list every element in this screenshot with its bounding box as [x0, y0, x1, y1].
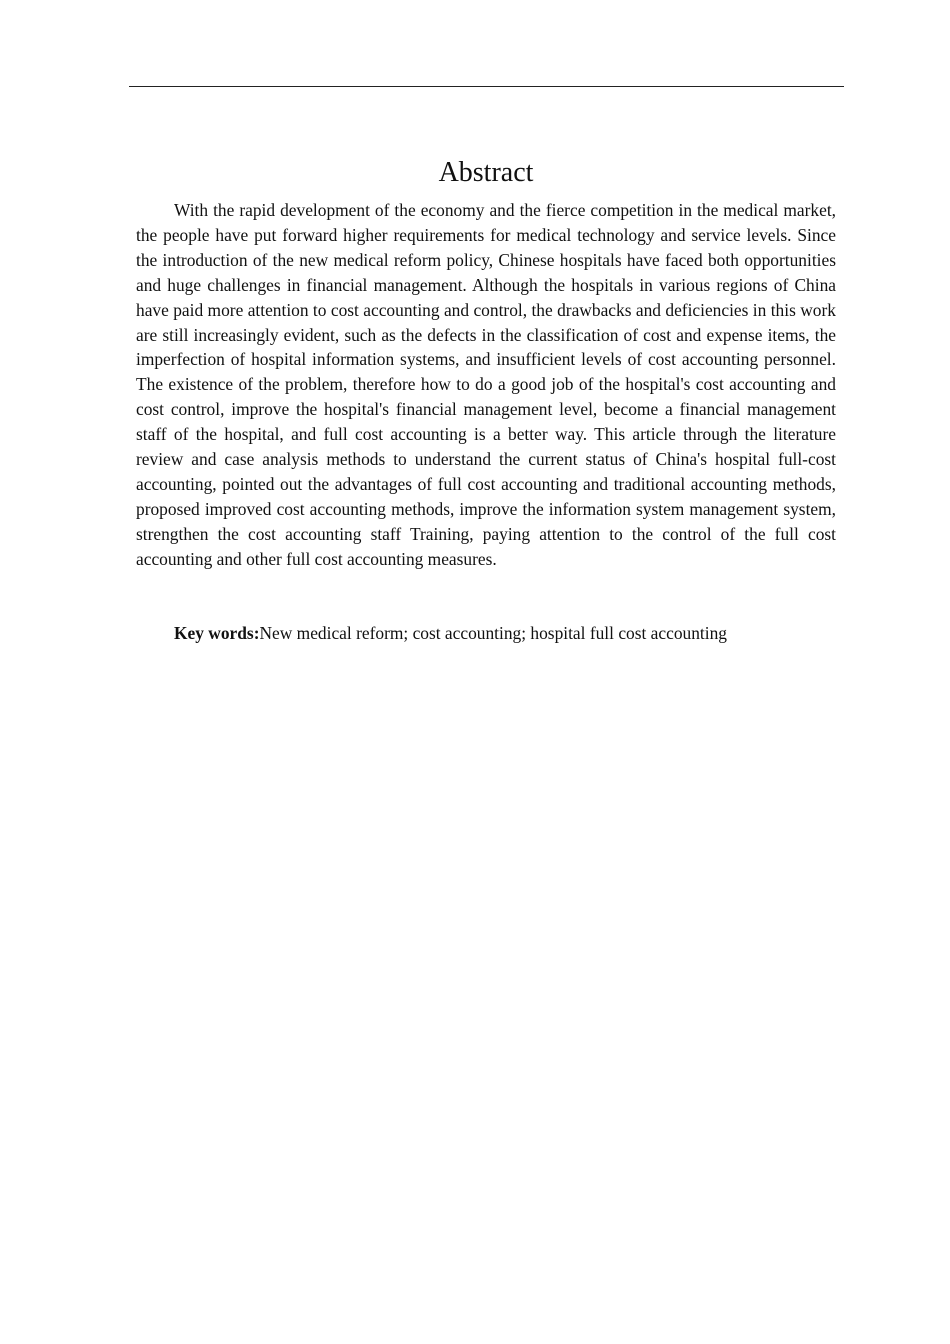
keywords-value: New medical reform; cost accounting; hospital full cost accounting: [259, 623, 727, 643]
keywords-label: Key words:: [174, 623, 260, 643]
keywords-line: [136, 621, 836, 646]
abstract-title: Abstract: [438, 157, 534, 188]
header-rule: [129, 86, 844, 87]
abstract-body: With the rapid development of the economy and the fierce competition in the medical market, the people have put forward higher requirements for medical technology and service levels. Since the introduction of the new medical reform policy, Chinese hospitals have faced both opportunities and huge challenges in financial management. Although the hospitals in various regions of China have paid more attention to cost accounting and control, the drawbacks and deficiencies in this work are still increasingly evident, such as the defects in the classification of cost and expense items, the imperfection of hospital information systems, and insufficient levels of cost accounting personnel. The existence of the problem, therefore how to do a good job of the hospital's cost accounting and cost control, improve the hospital's financial management level, become a financial management staff of the hospital, and full cost accounting is a better way. This article through the literature review and case analysis methods to understand the current status of China's hospital full-cost accounting, pointed out the advantages of full cost accounting and traditional accounting methods, proposed improved cost accounting methods, improve the information system management system, strengthen the cost accounting staff Training, paying attention to the control of the full cost accounting and other full cost accounting measures.: [136, 200, 836, 569]
